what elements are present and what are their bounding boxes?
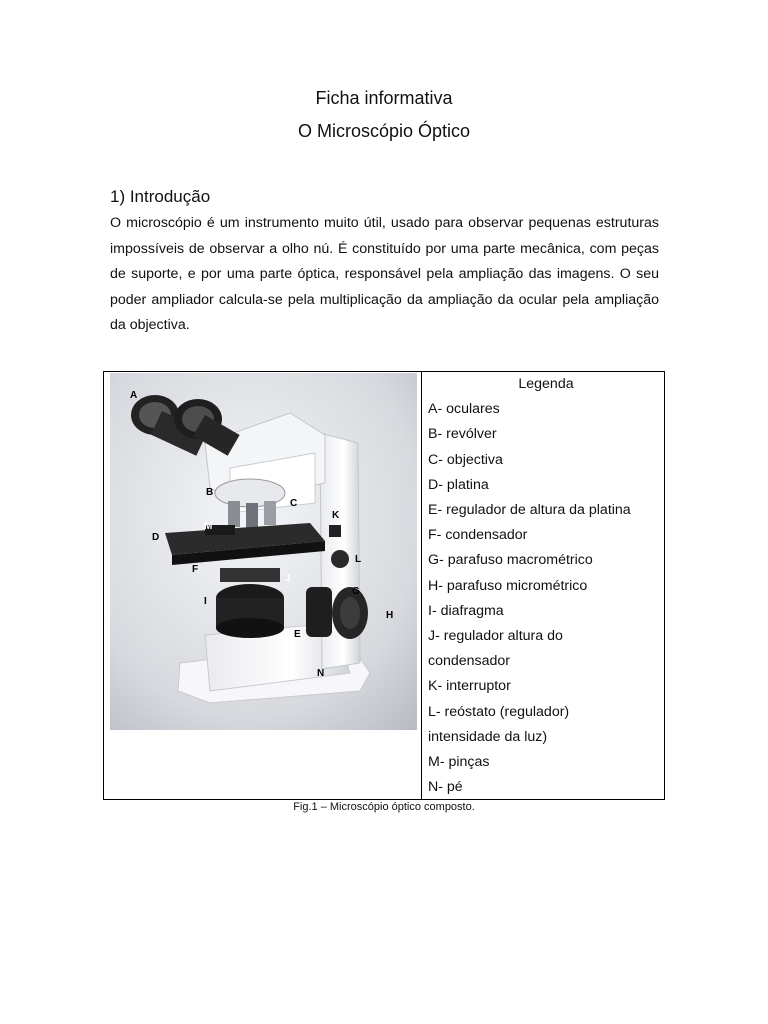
photo-label-a: A xyxy=(130,390,138,401)
legend-item: E- regulador de altura da platina xyxy=(428,502,631,519)
legend xyxy=(428,372,664,800)
photo-label-b: B xyxy=(206,487,214,498)
figure-table xyxy=(103,371,665,800)
legend-item: M- pinças xyxy=(428,754,490,771)
legend-item: L- reóstato (regulador) xyxy=(428,703,570,720)
legend-item: N- pé xyxy=(428,779,463,796)
microscope-photo xyxy=(110,373,417,730)
legend-item: B- revólver xyxy=(428,426,497,443)
legend-item: C- objectiva xyxy=(428,451,503,468)
photo-label-d: D xyxy=(152,532,160,543)
section-heading: 1) Introdução xyxy=(110,187,211,206)
legend-title: Legenda xyxy=(518,376,574,392)
photo-label-m: M xyxy=(204,521,213,532)
photo-label-f: F xyxy=(192,564,199,575)
photo-label-k: K xyxy=(332,510,340,521)
legend-item: D- platina xyxy=(428,476,489,493)
legend-item: G- parafuso macrométrico xyxy=(428,552,593,569)
photo-label-n: N xyxy=(317,668,325,679)
legend-item: H- parafuso micrométrico xyxy=(428,577,588,594)
figure-caption: Fig.1 – Microscópio óptico composto. xyxy=(293,801,475,813)
legend-item: K- interruptor xyxy=(428,678,511,695)
photo-label-l: L xyxy=(355,554,362,565)
photo-label-h: H xyxy=(386,610,394,621)
photo-label-c: C xyxy=(290,498,298,509)
photo-label-e: E xyxy=(294,629,301,640)
legend-item: intensidade da luz) xyxy=(428,728,548,745)
photo-label-g: G xyxy=(352,586,360,597)
table-divider xyxy=(421,372,422,799)
legend-item: J- regulador altura do xyxy=(428,628,563,645)
document-subtitle: O Microscópio Óptico xyxy=(297,121,471,141)
photo-label-j: J xyxy=(285,573,291,584)
legend-item: A- oculares xyxy=(428,401,500,418)
legend-item: F- condensador xyxy=(428,527,528,544)
legend-item: I- diafragma xyxy=(428,602,504,619)
document-title: Ficha informativa xyxy=(315,88,453,108)
photo-label-i: I xyxy=(204,596,207,607)
legend-item: condensador xyxy=(428,653,511,670)
intro-paragraph: O microscópio é um instrumento muito útil, usado para observar pequenas estruturas impossíveis de observar a olho nú. É constituído por uma parte mecânica, com peças de suporte, e por uma parte óptica, responsável pela ampliação das imagens. O seu poder ampliador calcula-se pela multiplicação da ampliação da ocular pela ampliação da objectiva. xyxy=(110,215,659,333)
